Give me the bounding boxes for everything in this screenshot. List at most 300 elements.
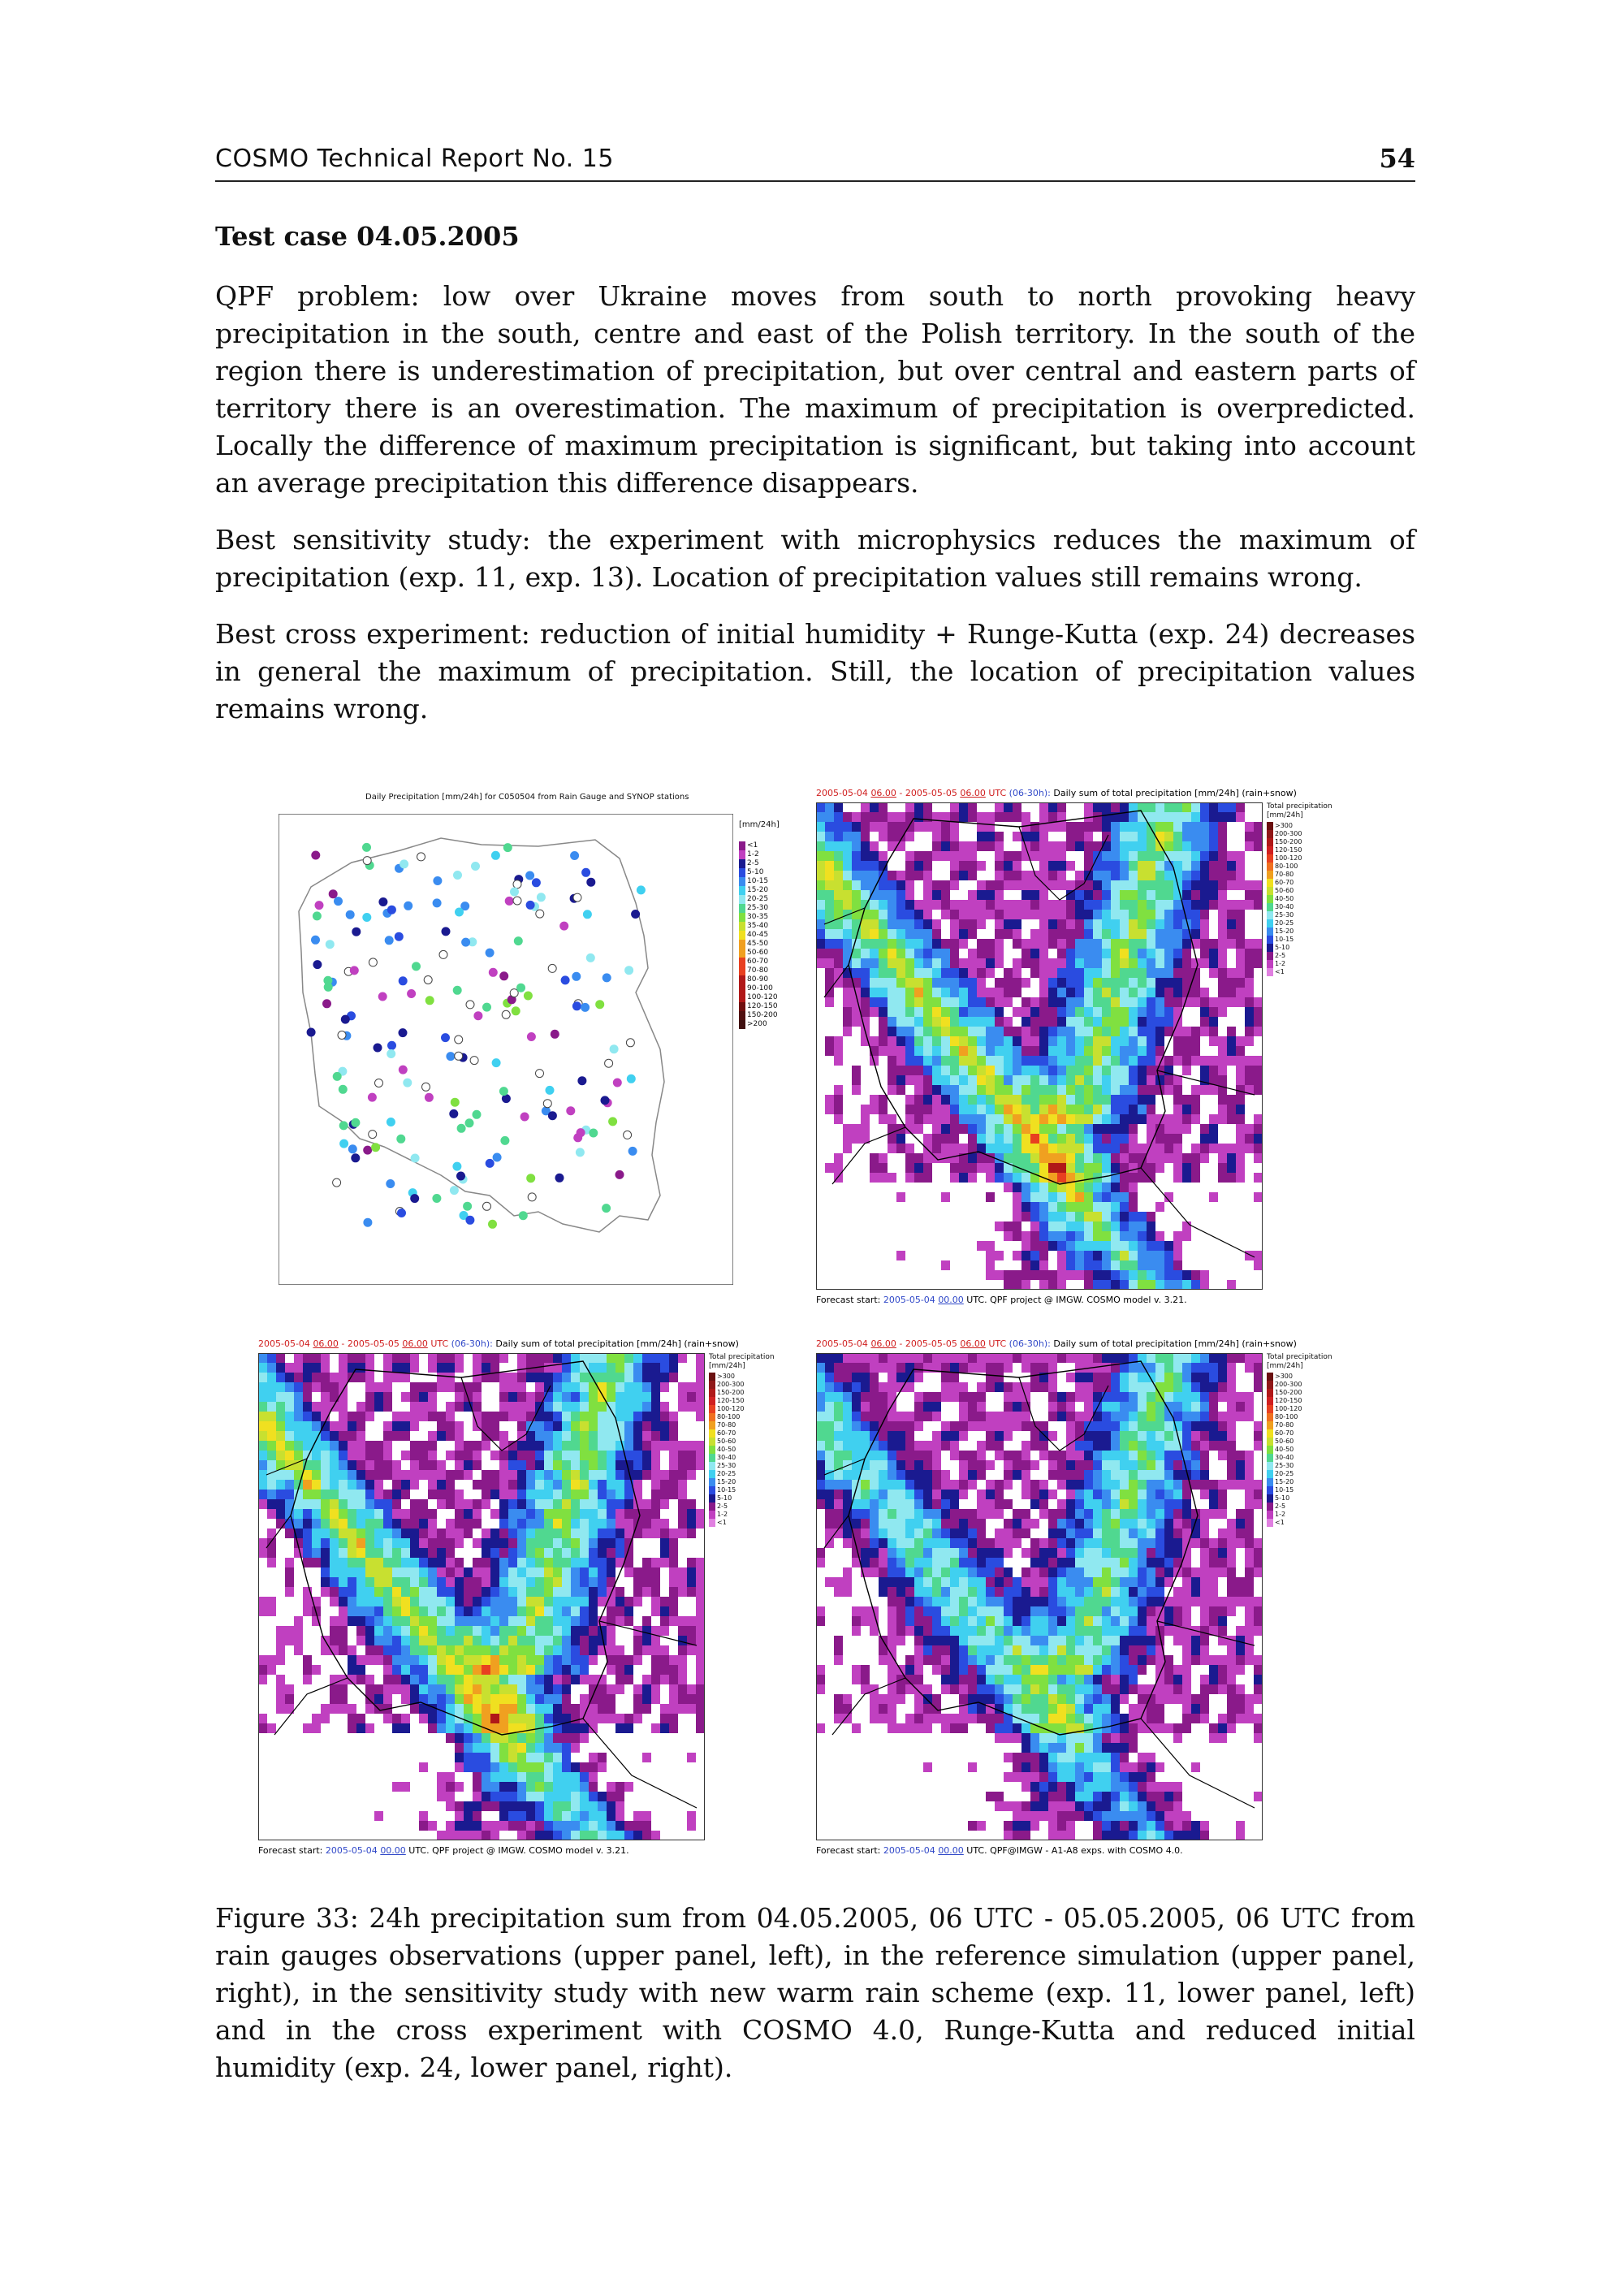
legend-label: 10-15: [747, 877, 769, 885]
station-marker: [417, 853, 425, 861]
legend-label: 90-100: [747, 984, 773, 992]
model-panel-exp24: [816, 1338, 1344, 1874]
legend-label: <1: [1275, 1519, 1285, 1526]
footer-time: 00.00: [938, 1845, 964, 1856]
footer-label: Forecast start:: [816, 1845, 883, 1856]
legend-label: 10-15: [717, 1486, 736, 1494]
legend-label: 40-50: [1275, 1446, 1294, 1453]
station-marker: [379, 898, 387, 906]
station-marker: [548, 964, 556, 972]
legend-swatch: [739, 940, 745, 949]
station-marker: [499, 1087, 508, 1096]
legend-label: 120-150: [1275, 1397, 1302, 1404]
legend-label: 120-150: [717, 1397, 745, 1404]
legend-label: >300: [1275, 822, 1293, 829]
station-marker: [505, 897, 513, 905]
legend-label: <1: [1275, 968, 1285, 975]
legend-label: 80-100: [1275, 1413, 1298, 1420]
report-title: COSMO Technical Report No. 15: [215, 145, 614, 173]
station-marker: [457, 1124, 465, 1132]
title-start-date: 2005-05-04: [258, 1338, 313, 1349]
model-legend-title: Total precipitation: [1267, 802, 1332, 811]
station-marker: [387, 1118, 395, 1126]
station-marker: [375, 1079, 383, 1087]
model-legend-unit: [mm/24h]: [709, 1362, 745, 1370]
legend-label: 150-200: [747, 1011, 778, 1019]
legend-label: 20-25: [717, 1470, 736, 1477]
station-marker: [307, 1028, 315, 1036]
legend-swatch: [1267, 1511, 1273, 1519]
station-marker: [609, 1118, 617, 1126]
legend-label: 120-150: [747, 1002, 778, 1010]
legend-label: 1-2: [717, 1511, 728, 1518]
station-marker: [313, 961, 322, 969]
station-marker: [387, 906, 395, 914]
legend-swatch: [709, 1478, 715, 1486]
station-marker: [578, 1077, 586, 1085]
station-marker: [411, 1195, 419, 1203]
station-marker: [335, 897, 343, 906]
footer-label: Forecast start:: [816, 1295, 883, 1305]
station-marker: [434, 877, 442, 885]
station-marker: [527, 1033, 535, 1041]
legend-swatch: [1267, 895, 1273, 903]
station-marker: [346, 910, 354, 919]
station-marker: [473, 1110, 481, 1118]
legend-swatch: [1267, 871, 1273, 879]
page-header: [215, 143, 1415, 182]
station-marker: [326, 940, 334, 949]
station-marker: [447, 1053, 455, 1061]
paragraph-best-cross: Best cross experiment: reduction of initial humidity + Runge-Kutta (exp. 24) decreases in general the maximum of precipitation. Still, the location of precipitation values remains wrong.: [215, 618, 1415, 724]
station-marker: [378, 992, 387, 1001]
station-marker: [372, 1144, 380, 1152]
legend-swatch: [1267, 952, 1273, 960]
model-panel-title: [258, 1338, 739, 1349]
title-range: (06-30h):: [451, 1338, 496, 1349]
station-marker: [450, 1187, 458, 1195]
station-marker: [369, 958, 377, 966]
station-marker: [408, 990, 416, 998]
legend-swatch: [1267, 863, 1273, 871]
model-map: [816, 802, 1263, 1290]
station-marker: [352, 1118, 360, 1126]
station-marker: [387, 1050, 395, 1058]
model-panel-footer: [816, 1845, 1183, 1856]
title-end-date: 2005-05-05: [905, 1338, 961, 1349]
station-marker: [513, 880, 521, 889]
station-marker: [625, 966, 633, 975]
legend-label: 40-45: [747, 931, 769, 939]
model-panel-title: [816, 788, 1297, 798]
legend-swatch: [1267, 903, 1273, 911]
footer-utc: UTC.: [405, 1845, 433, 1856]
title-description: Daily sum of total precipitation [mm/24h] (rain+snow): [1053, 1338, 1297, 1349]
station-marker: [466, 1216, 474, 1224]
station-marker: [486, 1159, 494, 1167]
legend-label: 150-200: [1275, 838, 1302, 845]
legend-label: 50-60: [1275, 887, 1294, 894]
station-marker: [626, 1039, 634, 1047]
legend-label: 40-50: [1275, 895, 1294, 902]
model-panel-reference: [816, 788, 1344, 1324]
title-start-time: 06.00: [870, 1338, 896, 1349]
paragraph-best-sensitivity: Best sensitivity study: the experiment with microphysics reduces the maximum of precipitation (exp. 11, exp. 13). Location of precipitation values still remains wrong.: [215, 524, 1415, 593]
station-marker: [363, 857, 371, 865]
legend-swatch: [709, 1503, 715, 1511]
footer-date: 2005-05-04: [883, 1295, 939, 1305]
model-legend-title: Total precipitation: [709, 1353, 775, 1361]
station-marker: [466, 1001, 474, 1009]
station-marker: [425, 997, 434, 1005]
legend-swatch: [1267, 1373, 1273, 1381]
legend-label: 70-80: [747, 966, 769, 975]
legend-label: 20-25: [1275, 919, 1294, 927]
legend-label: 2-5: [1275, 1503, 1286, 1510]
station-marker: [352, 927, 361, 936]
figure-caption: Figure 33: 24h precipitation sum from 04.05.2005, 06 UTC - 05.05.2005, 06 UTC from rain gauges observations (upper panel, left), in the reference simulation (upper panel, right), in the sensitivity study with new warm rain scheme (exp. 11, lower panel, left) and in the cross experiment with COSMO 4.0, Runge-Kutta and reduced initial humidity (exp. 24, lower panel, right).: [215, 1902, 1415, 2083]
station-marker: [312, 936, 320, 944]
station-marker: [455, 1036, 463, 1044]
legend-swatch: [739, 931, 745, 940]
station-marker: [637, 886, 645, 894]
station-marker: [546, 1086, 554, 1094]
station-marker: [398, 1209, 406, 1217]
legend-label: 80-90: [747, 975, 769, 984]
model-panel-footer: [258, 1845, 629, 1856]
legend-swatch: [739, 859, 745, 868]
station-marker: [457, 1172, 465, 1180]
legend-label: 70-80: [1275, 1421, 1294, 1429]
station-marker: [395, 932, 403, 940]
title-start-date: 2005-05-04: [816, 1338, 871, 1349]
station-marker: [442, 1034, 450, 1042]
legend-label: 15-20: [1275, 1478, 1294, 1485]
station-marker: [489, 968, 497, 976]
legend-swatch: [1267, 1405, 1273, 1413]
station-marker: [456, 908, 464, 916]
station-marker: [519, 1212, 527, 1220]
station-marker: [503, 844, 512, 852]
legend-label: 1-2: [1275, 960, 1286, 967]
station-marker: [581, 1003, 590, 1011]
legend-swatch: [709, 1373, 715, 1381]
legend-swatch: [1267, 879, 1273, 887]
title-description: Daily sum of total precipitation [mm/24h] (rain+snow): [495, 1338, 739, 1349]
model-map: [258, 1353, 705, 1840]
legend-swatch: [739, 1020, 745, 1029]
legend-label: 25-30: [717, 1462, 736, 1469]
title-end-date: 2005-05-05: [905, 788, 961, 798]
legend-label: 30-40: [1275, 1454, 1294, 1461]
legend-swatch: [739, 949, 745, 958]
legend-swatch: [1267, 1438, 1273, 1446]
station-marker: [388, 1041, 396, 1049]
legend-swatch: [739, 1011, 745, 1020]
legend-swatch: [1267, 1429, 1273, 1438]
station-marker: [338, 1031, 346, 1040]
title-start-time: 06.00: [870, 788, 896, 798]
legend-label: 150-200: [717, 1389, 745, 1396]
legend-label: 1-2: [1275, 1511, 1286, 1518]
station-marker: [573, 893, 581, 902]
model-panel-title: [816, 1338, 1297, 1349]
station-marker: [369, 1131, 377, 1139]
legend-swatch: [1267, 1389, 1273, 1397]
station-marker: [451, 1098, 459, 1106]
station-marker: [315, 902, 323, 910]
station-marker: [489, 1220, 497, 1228]
station-marker: [404, 902, 412, 910]
legend-label: <1: [747, 841, 758, 850]
footer-time: 00.00: [938, 1295, 964, 1305]
legend-swatch: [709, 1429, 715, 1438]
station-marker: [424, 976, 432, 984]
station-marker: [455, 1052, 463, 1060]
station-marker: [526, 871, 534, 880]
legend-label: 80-100: [717, 1413, 741, 1420]
station-marker: [576, 1148, 584, 1157]
footer-utc: UTC.: [963, 1295, 991, 1305]
title-utc: UTC: [427, 1338, 451, 1349]
station-marker: [453, 986, 461, 994]
legend-label: 5-10: [717, 1494, 732, 1502]
legend-swatch: [1267, 1413, 1273, 1421]
legend-swatch: [739, 913, 745, 922]
station-marker: [512, 1007, 520, 1015]
model-panel-exp11: [258, 1338, 794, 1874]
legend-swatch: [1267, 822, 1273, 830]
legend-label: <1: [717, 1519, 727, 1526]
legend-swatch: [1267, 1478, 1273, 1486]
legend-label: 20-25: [747, 895, 769, 903]
station-marker: [514, 937, 522, 945]
footer-text: QPF project @ IMGW. COSMO model v. 3.21.: [990, 1295, 1187, 1305]
legend-label: 10-15: [1275, 1486, 1294, 1494]
legend-swatch: [709, 1454, 715, 1462]
title-description: Daily sum of total precipitation [mm/24h] (rain+snow): [1053, 788, 1297, 798]
legend-swatch: [709, 1486, 715, 1494]
station-marker: [560, 922, 568, 930]
station-marker: [548, 1112, 556, 1120]
model-legend: [709, 1353, 786, 1597]
model-legend-unit: [mm/24h]: [1267, 811, 1303, 819]
station-marker: [596, 1001, 604, 1009]
station-marker: [517, 984, 525, 992]
legend-swatch: [739, 886, 745, 895]
station-marker: [312, 851, 320, 859]
station-marker: [511, 888, 519, 896]
legend-swatch: [1267, 927, 1273, 936]
title-start-date: 2005-05-04: [816, 788, 871, 798]
legend-swatch: [739, 877, 745, 886]
obs-legend-swatches: [739, 841, 745, 1029]
title-dash: -: [896, 788, 905, 798]
model-panel-footer: [816, 1295, 1187, 1305]
legend-label: 2-5: [717, 1503, 728, 1510]
station-marker: [329, 890, 337, 898]
legend-label: 2-5: [1275, 952, 1286, 959]
legend-label: 5-10: [1275, 944, 1290, 951]
station-marker: [483, 1003, 491, 1011]
title-range: (06-30h):: [1009, 788, 1054, 798]
legend-swatch: [1267, 838, 1273, 846]
title-end-time: 06.00: [960, 1338, 986, 1349]
legend-swatch: [1267, 944, 1273, 952]
station-marker: [433, 1195, 441, 1203]
station-marker: [470, 1057, 478, 1065]
station-marker: [397, 1135, 405, 1143]
legend-label: 30-40: [717, 1454, 736, 1461]
legend-label: 35-40: [747, 922, 769, 930]
title-start-time: 06.00: [313, 1338, 339, 1349]
station-marker: [628, 1147, 637, 1155]
legend-label: 60-70: [747, 958, 769, 966]
legend-label: 70-80: [717, 1421, 736, 1429]
station-marker: [537, 893, 545, 902]
station-marker: [501, 1136, 509, 1144]
station-marker: [627, 1074, 635, 1083]
obs-map: [279, 814, 733, 1285]
station-marker: [520, 1113, 529, 1121]
station-marker: [601, 1096, 609, 1105]
footer-time: 00.00: [380, 1845, 406, 1856]
station-marker: [450, 1109, 458, 1118]
obs-legend: [739, 814, 788, 1057]
station-marker: [567, 1107, 575, 1115]
station-marker: [462, 938, 470, 946]
obs-panel-title: Daily Precipitation [mm/24h] for C050504 from Rain Gauge and SYNOP stations: [365, 793, 689, 802]
station-marker: [399, 1029, 407, 1037]
station-marker: [453, 1162, 461, 1170]
station-marker: [339, 1085, 347, 1093]
station-marker: [333, 1178, 341, 1187]
station-marker: [632, 910, 640, 919]
station-marker: [492, 1059, 500, 1067]
legend-label: 100-120: [1275, 1405, 1302, 1412]
legend-label: 15-20: [747, 886, 769, 894]
legend-label: 50-60: [747, 949, 769, 957]
legend-swatch: [709, 1462, 715, 1470]
station-marker: [454, 871, 462, 880]
footer-date: 2005-05-04: [325, 1845, 381, 1856]
legend-label: 5-10: [1275, 1494, 1290, 1502]
station-marker: [571, 852, 579, 860]
legend-label: 50-60: [1275, 1438, 1294, 1445]
station-marker: [439, 950, 447, 958]
legend-swatch: [1267, 1486, 1273, 1494]
station-marker: [464, 1202, 472, 1210]
station-marker: [350, 966, 358, 975]
legend-label: 15-20: [717, 1478, 736, 1485]
legend-label: 15-20: [1275, 927, 1294, 935]
legend-label: 50-60: [717, 1438, 736, 1445]
model-legend-title: Total precipitation: [1267, 1353, 1332, 1361]
footer-text: QPF project @ IMGW. COSMO model v. 3.21.: [432, 1845, 629, 1856]
legend-swatch: [709, 1511, 715, 1519]
legend-label: 200-300: [1275, 1381, 1302, 1388]
station-marker: [500, 972, 508, 980]
title-utc: UTC: [985, 1338, 1009, 1349]
paragraph-qpf-problem: QPF problem: low over Ukraine moves from south to north provoking heavy precipitation in the south, centre and east of the Polish territory. In the south of the region there is underestimation of precipitation, but over central and eastern parts of territory there is an overestimation. The maximum of precipitation is overpredicted. Locally the difference of maximum precipitation is significant, but taking into account an average precipitation this difference disappears.: [215, 280, 1415, 499]
title-dash: -: [896, 1338, 905, 1349]
station-marker: [465, 1119, 473, 1127]
station-marker: [387, 1180, 395, 1188]
legend-label: 60-70: [1275, 879, 1294, 886]
legend-label: 70-80: [1275, 871, 1294, 878]
legend-swatch: [739, 966, 745, 975]
station-marker: [582, 868, 590, 876]
section-title: Test case 04.05.2005: [215, 221, 520, 252]
legend-swatch: [1267, 1421, 1273, 1429]
legend-swatch: [1267, 960, 1273, 968]
station-marker: [474, 1012, 482, 1020]
station-marker: [574, 1134, 582, 1142]
legend-label: >200: [747, 1020, 767, 1028]
legend-label: 60-70: [1275, 1429, 1294, 1437]
station-marker: [333, 1072, 341, 1080]
station-marker: [363, 843, 371, 851]
station-marker: [422, 1083, 430, 1091]
legend-label: 25-30: [747, 904, 769, 912]
legend-swatch: [739, 850, 745, 859]
station-marker: [363, 914, 371, 922]
station-marker: [324, 976, 332, 984]
station-marker: [483, 1202, 491, 1210]
legend-label: 25-30: [1275, 911, 1294, 919]
station-marker: [411, 1154, 419, 1162]
station-marker: [364, 1146, 372, 1154]
station-marker: [586, 953, 594, 962]
legend-swatch: [1267, 1381, 1273, 1389]
station-marker: [572, 1002, 581, 1010]
legend-swatch: [739, 975, 745, 984]
legend-swatch: [739, 993, 745, 1002]
station-marker: [442, 927, 450, 936]
station-marker: [590, 1129, 598, 1137]
model-legend: [1267, 1353, 1344, 1597]
station-marker: [583, 910, 591, 919]
legend-swatch: [709, 1421, 715, 1429]
legend-swatch: [1267, 854, 1273, 863]
station-marker: [536, 910, 544, 918]
station-marker: [561, 976, 569, 984]
legend-label: 2-5: [747, 859, 759, 867]
legend-swatch: [1267, 1494, 1273, 1503]
legend-swatch: [709, 1470, 715, 1478]
title-dash: -: [338, 1338, 348, 1349]
legend-swatch: [1267, 1470, 1273, 1478]
legend-label: 100-120: [1275, 854, 1302, 862]
station-marker: [339, 1122, 348, 1130]
station-marker: [412, 962, 421, 971]
title-end-date: 2005-05-05: [347, 1338, 403, 1349]
legend-label: 25-30: [1275, 1462, 1294, 1469]
station-marker: [400, 860, 408, 868]
footer-text: QPF@IMGW - A1-A8 exps. with COSMO 4.0.: [990, 1845, 1183, 1856]
legend-label: 100-120: [747, 993, 778, 1001]
station-marker: [385, 936, 393, 945]
station-marker: [613, 1079, 621, 1087]
legend-swatch: [1267, 846, 1273, 854]
legend-label: 45-50: [747, 940, 769, 948]
title-end-time: 06.00: [960, 788, 986, 798]
station-marker: [587, 878, 595, 886]
legend-swatch: [1267, 919, 1273, 927]
station-marker: [374, 1044, 382, 1052]
station-marker: [472, 863, 480, 871]
obs-legend-labels: [747, 841, 778, 1029]
